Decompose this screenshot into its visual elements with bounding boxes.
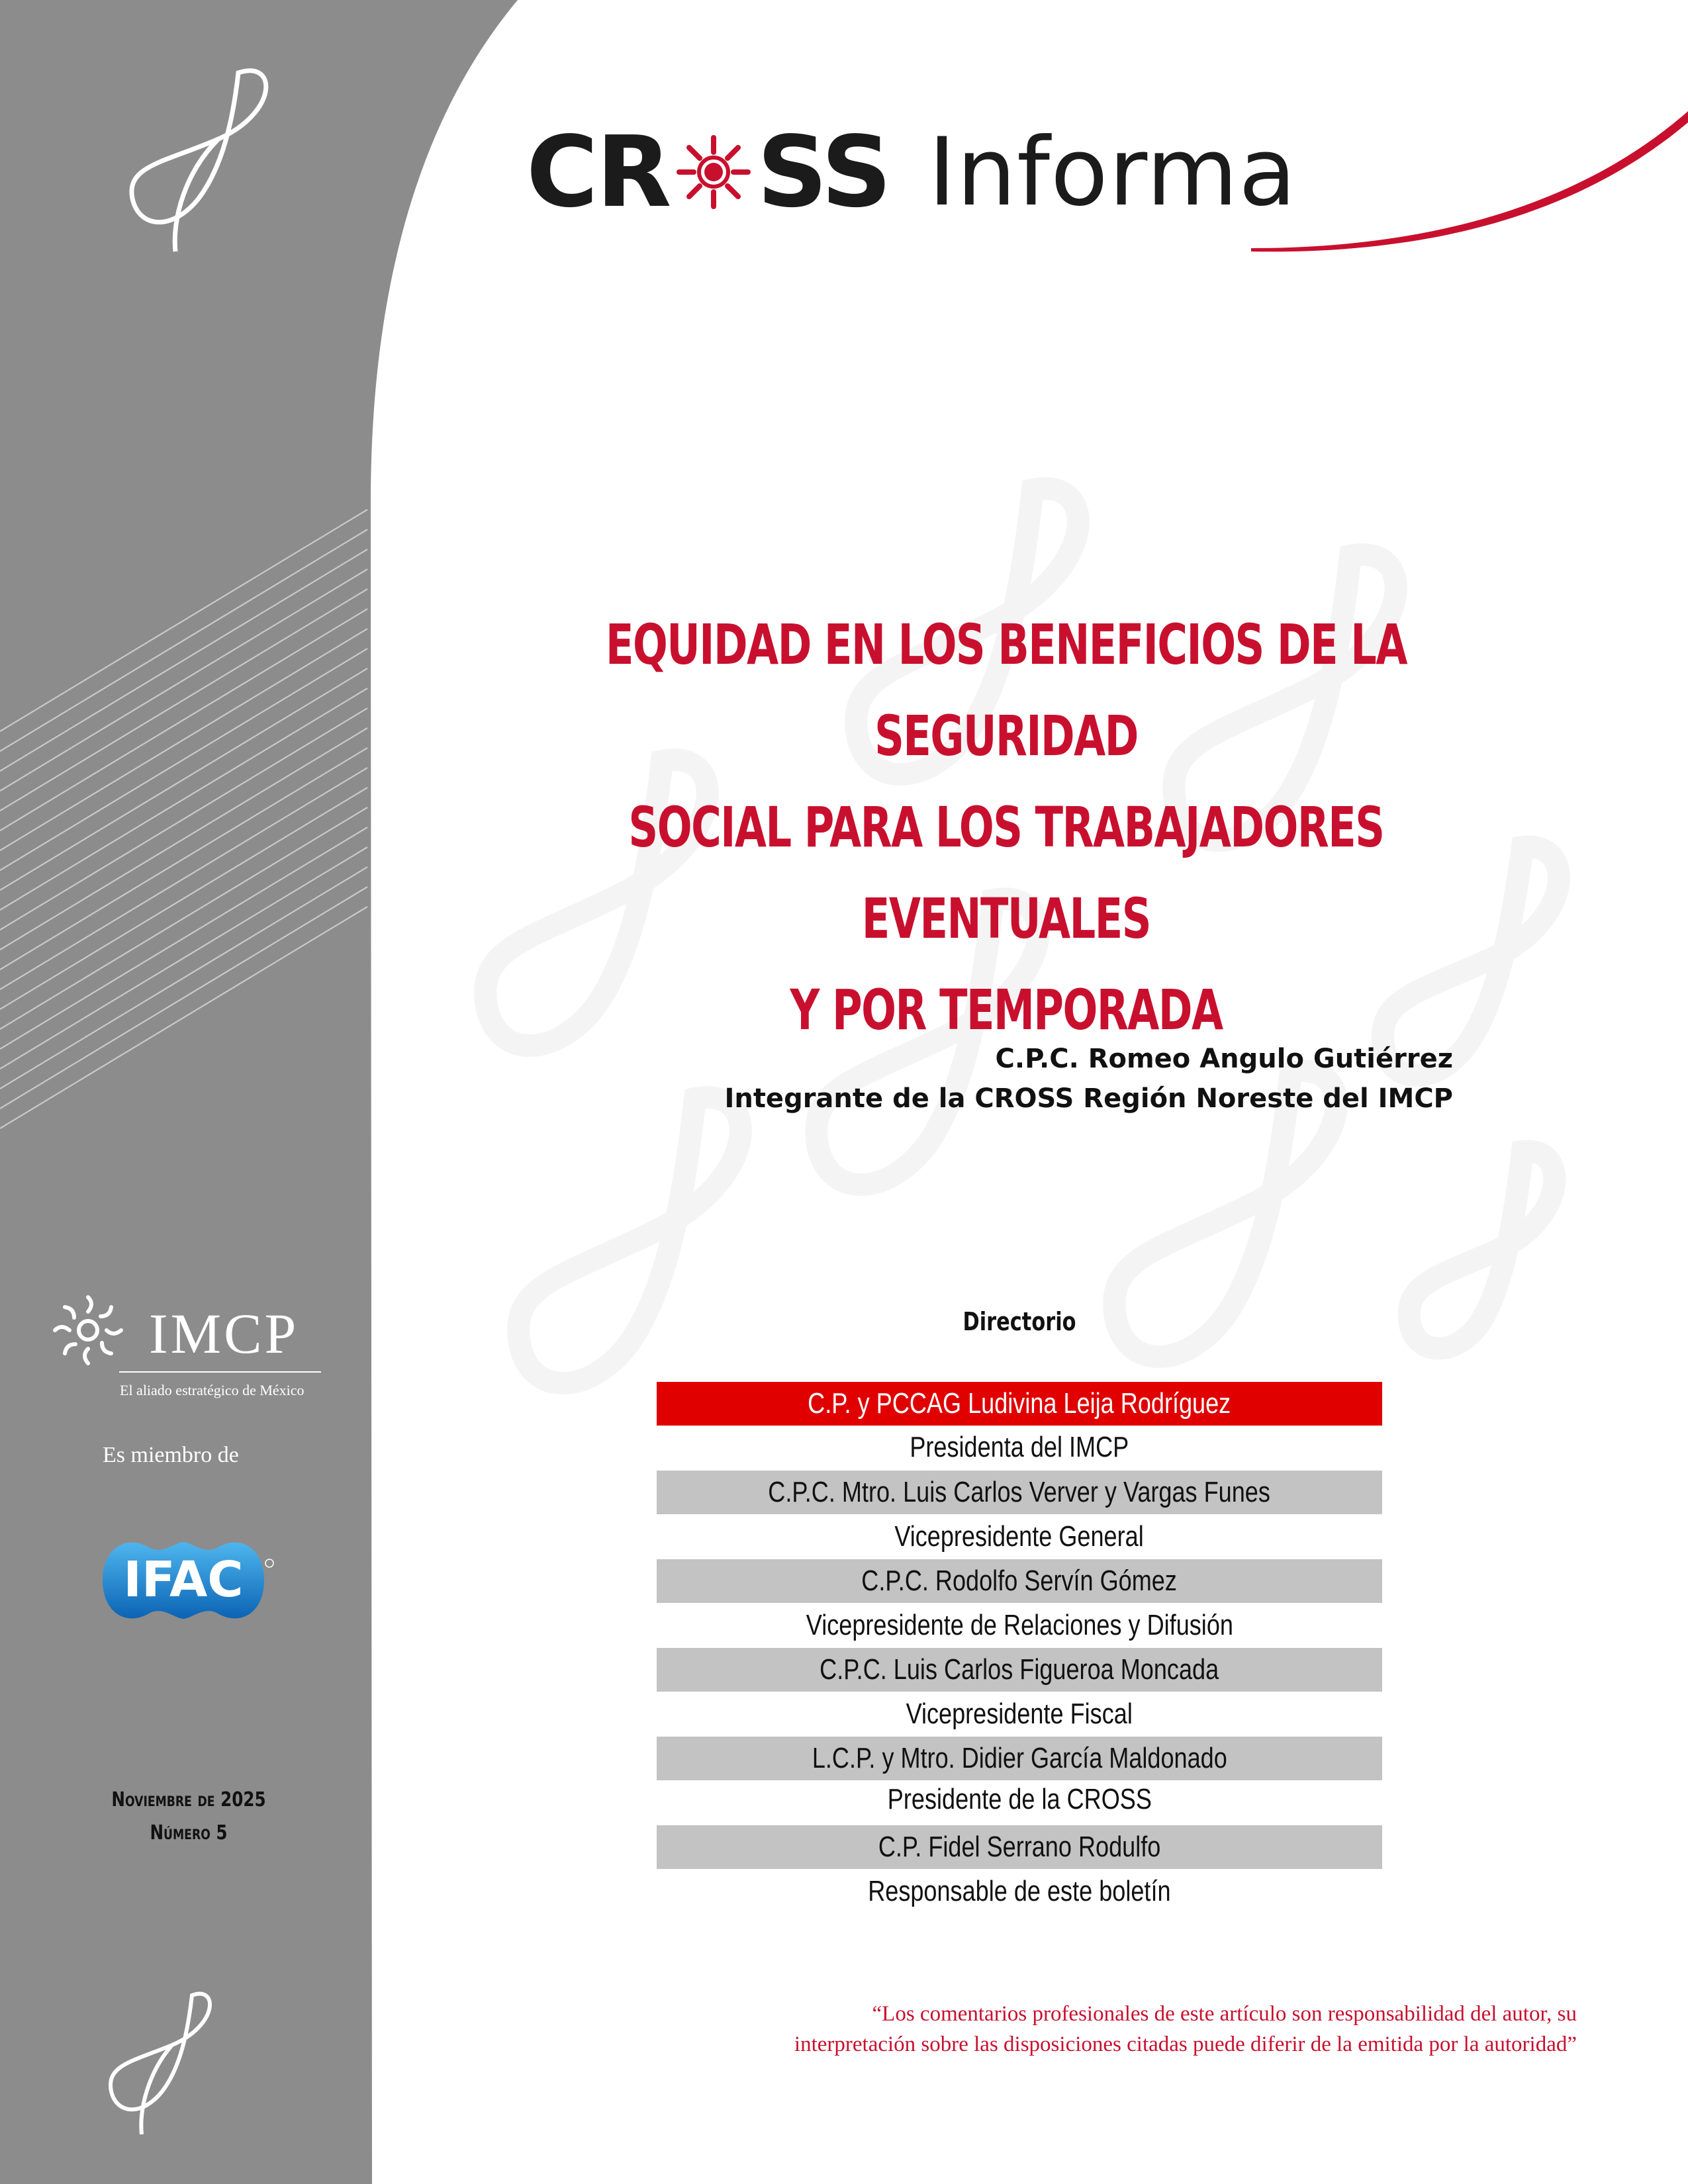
article-title: [604, 599, 1408, 1056]
ifac-label: IFAC: [123, 1551, 244, 1608]
brand-name-part3: Informa: [928, 117, 1297, 227]
directory-row: Vicepresidente de Relaciones y Difusión: [806, 1609, 1233, 1641]
directory-row: C.P.C. Mtro. Luis Carlos Verver y Vargas Funes: [657, 1471, 1382, 1514]
imcp-divider: [119, 1371, 321, 1373]
imcp-tagline: El aliado estratégico de México: [120, 1382, 305, 1398]
directory-row: C.P.C. Rodolfo Servín Gómez: [657, 1559, 1382, 1603]
red-swoosh: [1251, 111, 1688, 251]
directory-row: Presidente de la CROSS: [887, 1783, 1152, 1815]
directory-row: L.C.P. y Mtro. Didier García Maldonado: [657, 1737, 1382, 1780]
directory-row: C.P.C. Luis Carlos Figueroa Moncada: [657, 1648, 1382, 1692]
article-title-line: Y POR TEMPORADA: [790, 978, 1223, 1042]
directory-row: Responsable de este boletín: [868, 1875, 1171, 1907]
directory-row: Vicepresidente Fiscal: [906, 1698, 1133, 1730]
issue-info: [110, 1784, 267, 1850]
author-name: C.P.C. Romeo Angulo Gutiérrez: [995, 1044, 1453, 1074]
author-role: Integrante de la CROSS Región Noreste del IMCP: [724, 1083, 1453, 1114]
disclaimer-line: “Los comentarios profesionales de este artículo son responsabilidad del autor, su: [872, 2002, 1577, 2026]
article-title-line: EQUIDAD EN LOS BENEFICIOS DE LA SEGURIDAD: [605, 612, 1407, 768]
disclaimer-note: [794, 1999, 1577, 2060]
issue-date: Noviembre de 2025: [111, 1788, 266, 1811]
member-label: Es miembro de: [103, 1443, 239, 1467]
directory-row: C.P. Fidel Serrano Rodulfo: [657, 1825, 1382, 1869]
cross-informa-logo: [526, 116, 1297, 228]
sidebar-panel: [0, 0, 518, 2184]
directory-row: Vicepresidente General: [894, 1520, 1145, 1553]
brand-name-part2: SS: [757, 115, 890, 229]
imcp-sunburst-icon: [45, 1291, 131, 1370]
issue-number: Número 5: [150, 1821, 228, 1844]
directory-heading: Directorio: [962, 1307, 1076, 1336]
cross-sunburst-icon: [674, 132, 753, 212]
imcp-name: IMCP: [149, 1302, 299, 1365]
ifac-logo: [89, 1522, 278, 1638]
author-block: [724, 1039, 1453, 1118]
brand-name-part1: CR: [526, 115, 670, 229]
directory-row: Presidenta del IMCP: [910, 1431, 1129, 1463]
directory-row: C.P. y PCCAG Ludivina Leija Rodríguez: [657, 1382, 1382, 1426]
article-title-line: SOCIAL PARA LOS TRABAJADORES EVENTUALES: [628, 795, 1384, 951]
disclaimer-line: interpretación sobre las disposiciones citadas puede diferir de la emitida por la autoridad”: [794, 2032, 1577, 2056]
